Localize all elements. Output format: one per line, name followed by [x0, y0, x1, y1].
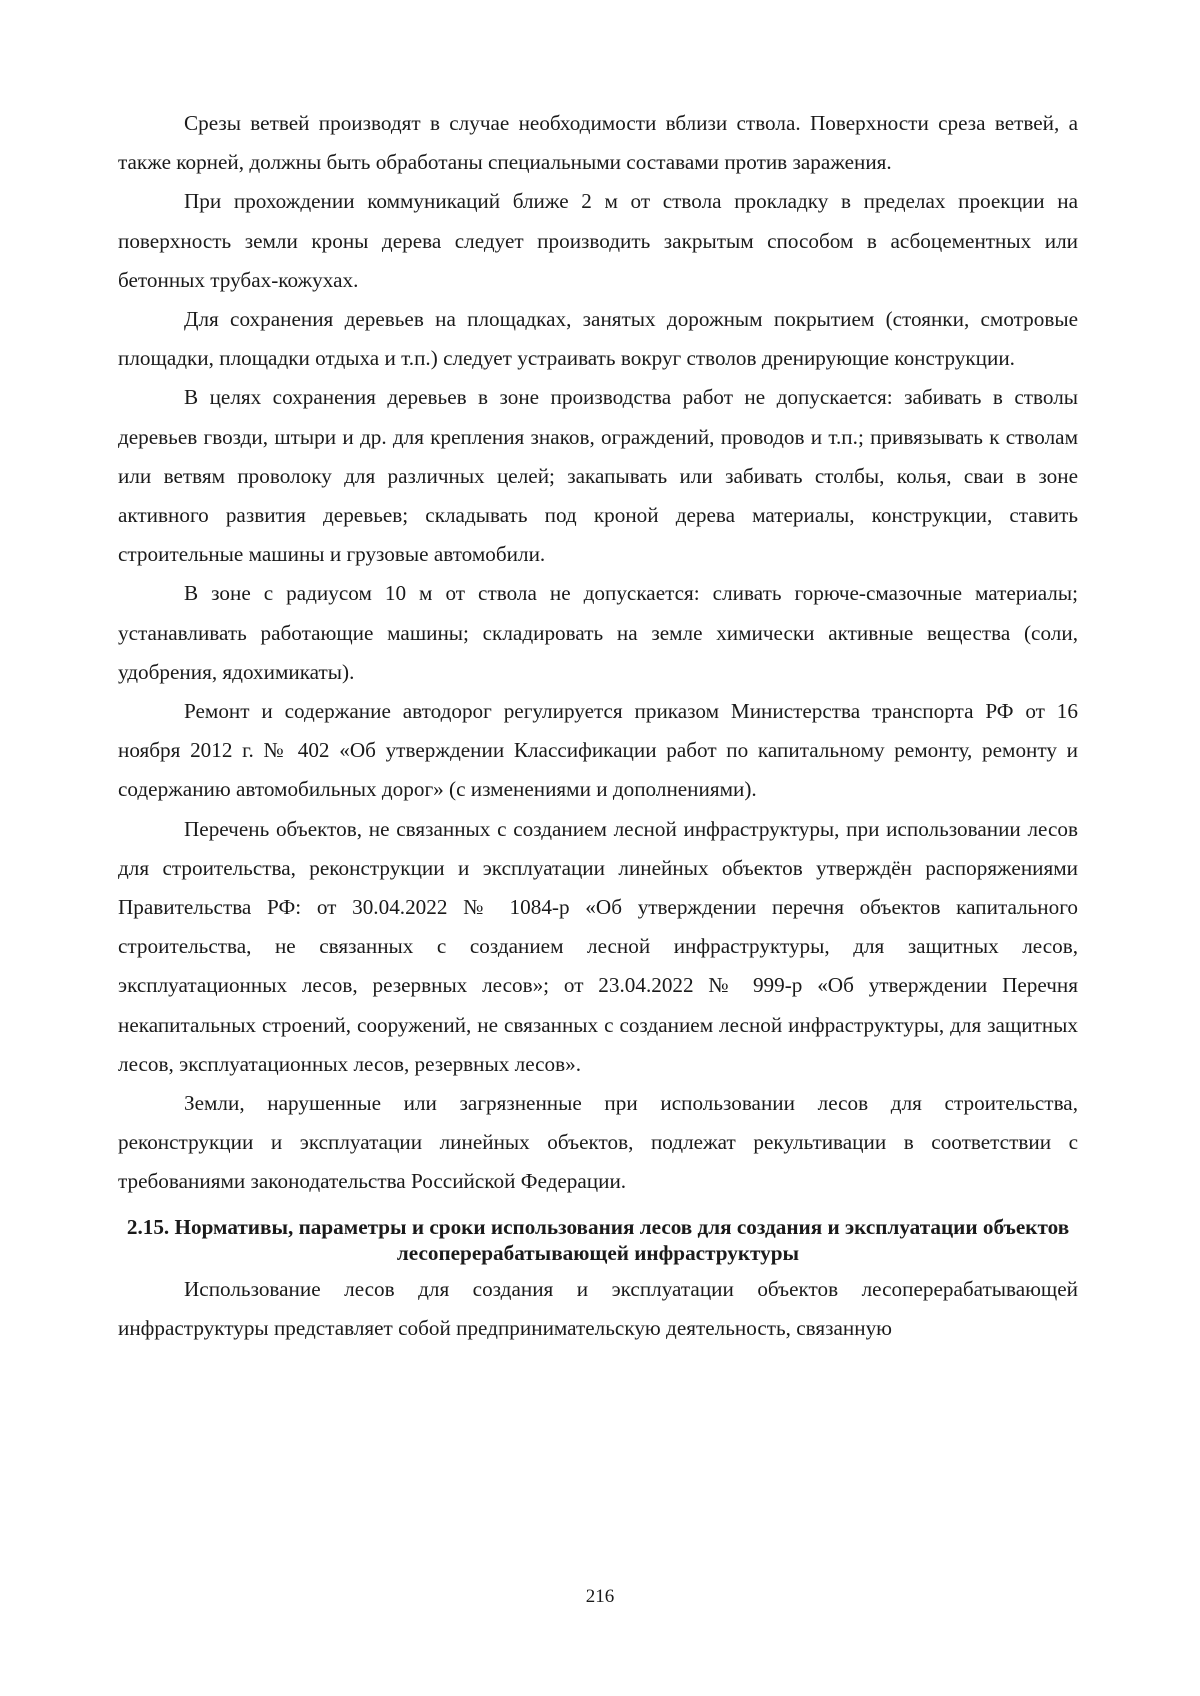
- page-number: 216: [585, 1586, 615, 1607]
- paragraph-radius-restrictions: В зоне с радиусом 10 м от ствола не допускается: сливать горюче-смазочные материалы; устанавливать работающие машины; складировать на земле химически активные вещества (соли, удобрения, ядохимикаты).: [118, 581, 1078, 684]
- paragraph-road-maintenance: Ремонт и содержание автодорог регулируется приказом Министерства транспорта РФ от 16 ноября 2012 г. № 402 «Об утверждении Классификации работ по капитальному ремонту, ремонту и содержанию автомобильных дорог» (с изменениями и дополнениями).: [118, 699, 1078, 802]
- paragraph-wood-processing: Использование лесов для создания и эксплуатации объектов лесоперерабатывающей инфраструктуры представляет собой предпринимательскую деятельность, связанную: [118, 1276, 1078, 1340]
- section-heading: 2.15. Нормативы, параметры и сроки использования лесов для создания и эксплуатации объектов лесоперерабатывающей инфраструктуры: [126, 1214, 1070, 1265]
- paragraph-objects-list: Перечень объектов, не связанных с созданием лесной инфраструктуры, при использовании лесов для строительства, реконструкции и эксплуатации линейных объектов утверждён распоряжениями Правительства РФ: от 30.04.2022 № 1084-р «Об утверждении перечня объектов капитального строительства, не связанных с созданием лесной инфраструктуры, для защитных лесов, эксплуатационных лесов, резервных лесов»; от 23.04.2022 № 999-р «Об утверждении Перечня некапитальных строений, сооружений, не связанных с созданием лесной инфраструктуры, для защитных лесов, эксплуатационных лесов, резервных лесов».: [118, 816, 1078, 1076]
- paragraph-land-recultivation: Земли, нарушенные или загрязненные при использовании лесов для строительства, реконструкции и эксплуатации линейных объектов, подлежат рекультивации в соответствии с требованиями законодательства Российской Федерации.: [118, 1091, 1078, 1194]
- paragraph-branch-cuts: Срезы ветвей производят в случае необходимости вблизи ствола. Поверхности среза ветвей, а также корней, должны быть обработаны специальными составами против заражения.: [118, 111, 1078, 175]
- paragraph-work-zone-restrictions: В целях сохранения деревьев в зоне производства работ не допускается: забивать в стволы деревьев гвозди, штыри и др. для крепления знаков, ограждений, проводов и т.п.; привязывать к стволам или ветвям проволоку для различных целей; закапывать или забивать столбы, колья, сваи в зоне активного развития деревьев; складывать под кроной дерева материалы, конструкции, ставить строительные машины и грузовые автомобили.: [118, 385, 1078, 567]
- paragraph-utilities-laying: При прохождении коммуникаций ближе 2 м от ствола прокладку в пределах проекции на поверхность земли кроны дерева следует производить закрытым способом в асбоцементных или бетонных трубах-кожухах.: [118, 189, 1078, 292]
- page-body: [118, 104, 1078, 1348]
- paragraph-paved-areas: Для сохранения деревьев на площадках, занятых дорожным покрытием (стоянки, смотровые площадки, площадки отдыха и т.п.) следует устраивать вокруг стволов дренирующие конструкции.: [118, 307, 1078, 371]
